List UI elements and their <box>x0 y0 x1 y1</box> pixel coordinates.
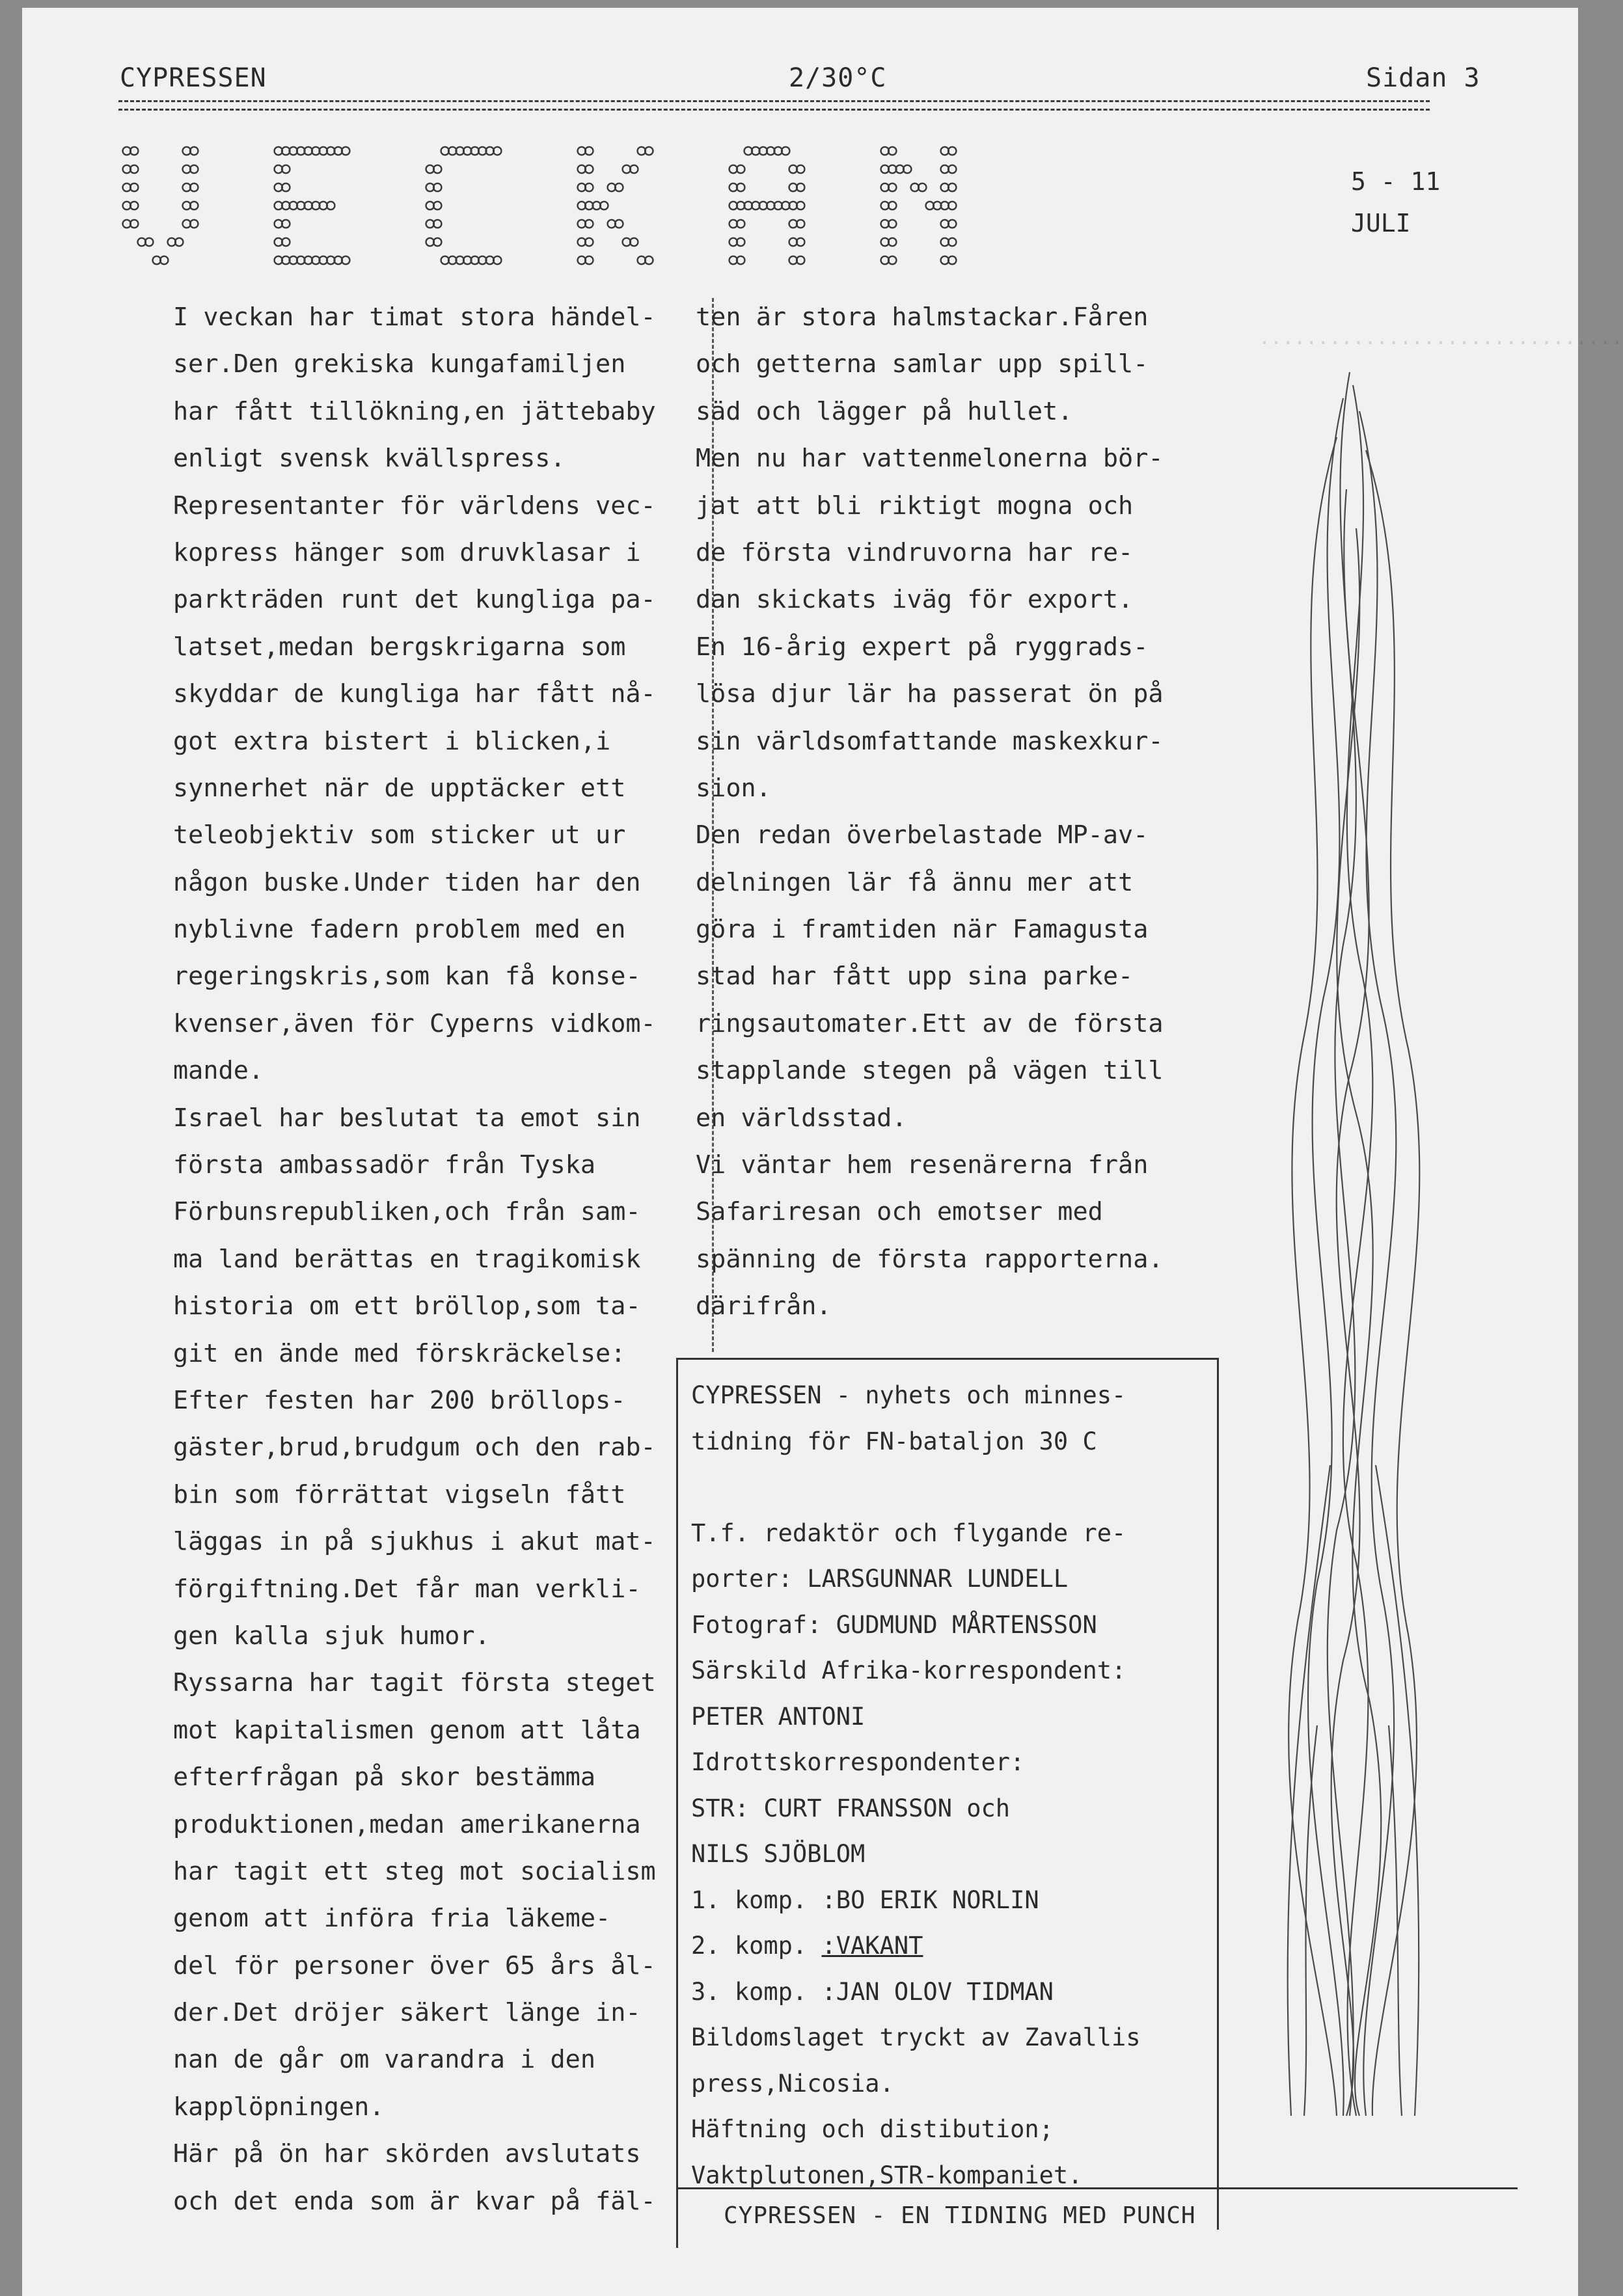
left-column-line: genom att införa fria läkeme- <box>173 1904 611 1934</box>
middle-column-line: ten är stora halmstackar.Fåren <box>696 303 1149 332</box>
left-column-line: första ambassadör från Tyska <box>173 1150 596 1180</box>
left-column-line: got extra bistert i blicken,i <box>173 726 611 756</box>
colophon-line: 3. komp. :JAN OLOV TIDMAN <box>691 1977 1054 2006</box>
left-column-line: kapplöpningen. <box>173 2092 385 2122</box>
left-column-line: enligt svensk kvällspress. <box>173 444 566 474</box>
middle-column-line: En 16-årig expert på ryggrads- <box>696 632 1149 662</box>
middle-column-line: Vi väntar hem resenärerna från <box>696 1150 1149 1180</box>
middle-column-line: och getterna samlar upp spill- <box>696 349 1149 379</box>
footer-slogan-box <box>676 2187 1518 2248</box>
left-column-line: mot kapitalismen genom att låta <box>173 1715 641 1745</box>
middle-column-line: lösa djur lär ha passerat ön på <box>696 679 1164 709</box>
left-column-line: kvenser,även för Cyperns vidkom- <box>173 1008 656 1038</box>
middle-column-line: jat att bli riktigt mogna och <box>696 491 1134 520</box>
left-column-line: latset,medan bergskrigarna som <box>173 632 626 662</box>
middle-column-line: de första vindruvorna har re- <box>696 537 1134 567</box>
left-column-line: synnerhet när de upptäcker ett <box>173 773 626 803</box>
colophon-line: Vaktplutonen,STR-kompaniet. <box>691 2161 1083 2189</box>
colophon-line: porter: LARSGUNNAR LUNDELL <box>691 1565 1069 1593</box>
left-column-line: der.Det dröjer säkert länge in- <box>173 1998 641 2028</box>
left-column-line: efterfrågan på skor bestämma <box>173 1763 596 1792</box>
left-column-line: förgiftning.Det får man verkli- <box>173 1574 641 1604</box>
left-column-line: gäster,brud,brudgum och den rab- <box>173 1433 656 1463</box>
colophon-line: STR: CURT FRANSSON och <box>691 1794 1011 1822</box>
left-column-line: parkträden runt det kungliga pa- <box>173 585 656 615</box>
left-column-line: någon buske.Under tiden har den <box>173 867 641 897</box>
left-column-line: Israel har beslutat ta emot sin <box>173 1103 641 1133</box>
middle-column-line: stapplande stegen på vägen till <box>696 1056 1164 1086</box>
middle-column-line: Men nu har vattenmelonerna bör- <box>696 444 1164 474</box>
left-column-line: ma land berättas en tragikomisk <box>173 1244 641 1274</box>
left-column-line: regeringskris,som kan få konse- <box>173 962 641 992</box>
left-column-line: historia om ett bröllop,som ta- <box>173 1291 641 1321</box>
middle-article-column <box>696 294 1255 1330</box>
colophon-line: PETER ANTONI <box>691 1702 866 1731</box>
left-column-line: Förbunsrepubliken,och från sam- <box>173 1197 641 1227</box>
middle-column-line: dan skickats iväg för export. <box>696 585 1134 615</box>
left-column-line: Ryssarna har tagit första steget <box>173 1668 656 1698</box>
left-column-line: mande. <box>173 1056 264 1086</box>
colophon-line: Särskild Afrika-korrespondent: <box>691 1656 1126 1684</box>
colophon-line: Fotograf: GUDMUND MÅRTENSSON <box>691 1610 1097 1639</box>
vakant-underlined: :VAKANT <box>821 1932 923 1960</box>
middle-column-line: Den redan överbelastade MP-av- <box>696 820 1149 850</box>
middle-column-line: ringsautomater.Ett av de första <box>696 1008 1164 1038</box>
middle-column-line: spänning de första rapporterna. <box>696 1244 1164 1274</box>
colophon-line: 2. komp. :VAKANT <box>691 1932 923 1960</box>
left-column-line: skyddar de kungliga har fått nå- <box>173 679 656 709</box>
left-column-line: gen kalla sjuk humor. <box>173 1621 490 1651</box>
header-page-label: Sidan 3 <box>1366 63 1480 93</box>
newsletter-page <box>22 8 1623 2296</box>
colophon-line: Bildomslaget tryckt av Zavallis <box>691 2023 1141 2051</box>
left-column-line: och det enda som är kvar på fäl- <box>173 2186 656 2216</box>
masthead-dates <box>1351 161 1440 244</box>
colophon-line: CYPRESSEN - nyhets och minnes- <box>691 1381 1126 1409</box>
footer-slogan: CYPRESSEN - EN TIDNING MED PUNCH <box>724 2202 1196 2229</box>
colophon-line <box>691 1465 1141 1511</box>
colophon-box <box>676 1358 1219 2230</box>
left-column-line: har tagit ett steg mot socialism <box>173 1856 656 1886</box>
left-column-line: kopress hänger som druvklasar i <box>173 537 641 567</box>
colophon-line: tidning för FN-bataljon 30 C <box>691 1427 1097 1455</box>
colophon-line: Häftning och distibution; <box>691 2115 1054 2143</box>
colophon-line: press,Nicosia. <box>691 2069 894 2098</box>
left-column-line: I veckan har timat stora händel- <box>173 303 656 332</box>
colophon-line: T.f. redaktör och flygande re- <box>691 1519 1126 1547</box>
left-column-line: teleobjektiv som sticker ut ur <box>173 820 626 850</box>
colophon-line: 1. komp. :BO ERIK NORLIN <box>691 1885 1039 1914</box>
middle-column-line: därifrån. <box>696 1291 832 1321</box>
colophon-lines <box>691 1373 1141 2198</box>
left-column-line: nyblivne fadern problem med en <box>173 915 626 945</box>
left-column-line: del för personer över 65 års ål- <box>173 1951 656 1980</box>
bleed-through-text: ............................... <box>1259 327 1623 349</box>
middle-column-line: göra i framtiden när Famagusta <box>696 915 1149 945</box>
left-column-line: läggas in på sjukhus i akut mat- <box>173 1527 656 1557</box>
middle-column-line: säd och lägger på hullet. <box>696 396 1073 426</box>
middle-column-line: delningen lär få ännu mer att <box>696 867 1134 897</box>
masthead-dotted-title <box>123 138 1359 288</box>
colophon-line: NILS SJÖBLOM <box>691 1840 866 1868</box>
header-issue-code: 2/30°C <box>789 63 887 93</box>
left-column-line: Efter festen har 200 bröllops- <box>173 1385 626 1415</box>
wheat-sheaf-illustration <box>1239 359 1454 2116</box>
middle-column-line: sin världsomfattande maskexkur- <box>696 726 1164 756</box>
left-column-line: Representanter för världens vec- <box>173 491 656 520</box>
left-column-line: ser.Den grekiska kungafamiljen <box>173 349 626 379</box>
left-column-line: git en ände med förskräckelse: <box>173 1338 626 1368</box>
left-column-line: nan de går om varandra i den <box>173 2045 596 2075</box>
date-month: JULI <box>1351 209 1411 237</box>
middle-column-line: stad har fått upp sina parke- <box>696 962 1134 992</box>
left-column-line: bin som förrättat vigseln fått <box>173 1479 626 1509</box>
middle-column-line: Safariresan och emotser med <box>696 1197 1103 1227</box>
left-column-line: Här på ön har skörden avslutats <box>173 2139 641 2169</box>
middle-column-line: en världsstad. <box>696 1103 907 1133</box>
colophon-line: Idrottskorrespondenter: <box>691 1748 1025 1776</box>
left-article-column <box>173 294 707 2225</box>
left-column-line: har fått tillökning,en jättebaby <box>173 396 656 426</box>
header-double-rule <box>118 100 1430 111</box>
left-column-line: produktionen,medan amerikanerna <box>173 1809 641 1839</box>
header-publication: CYPRESSEN <box>120 63 267 93</box>
date-range: 5 - 11 <box>1351 167 1441 196</box>
middle-column-line: sion. <box>696 773 771 803</box>
